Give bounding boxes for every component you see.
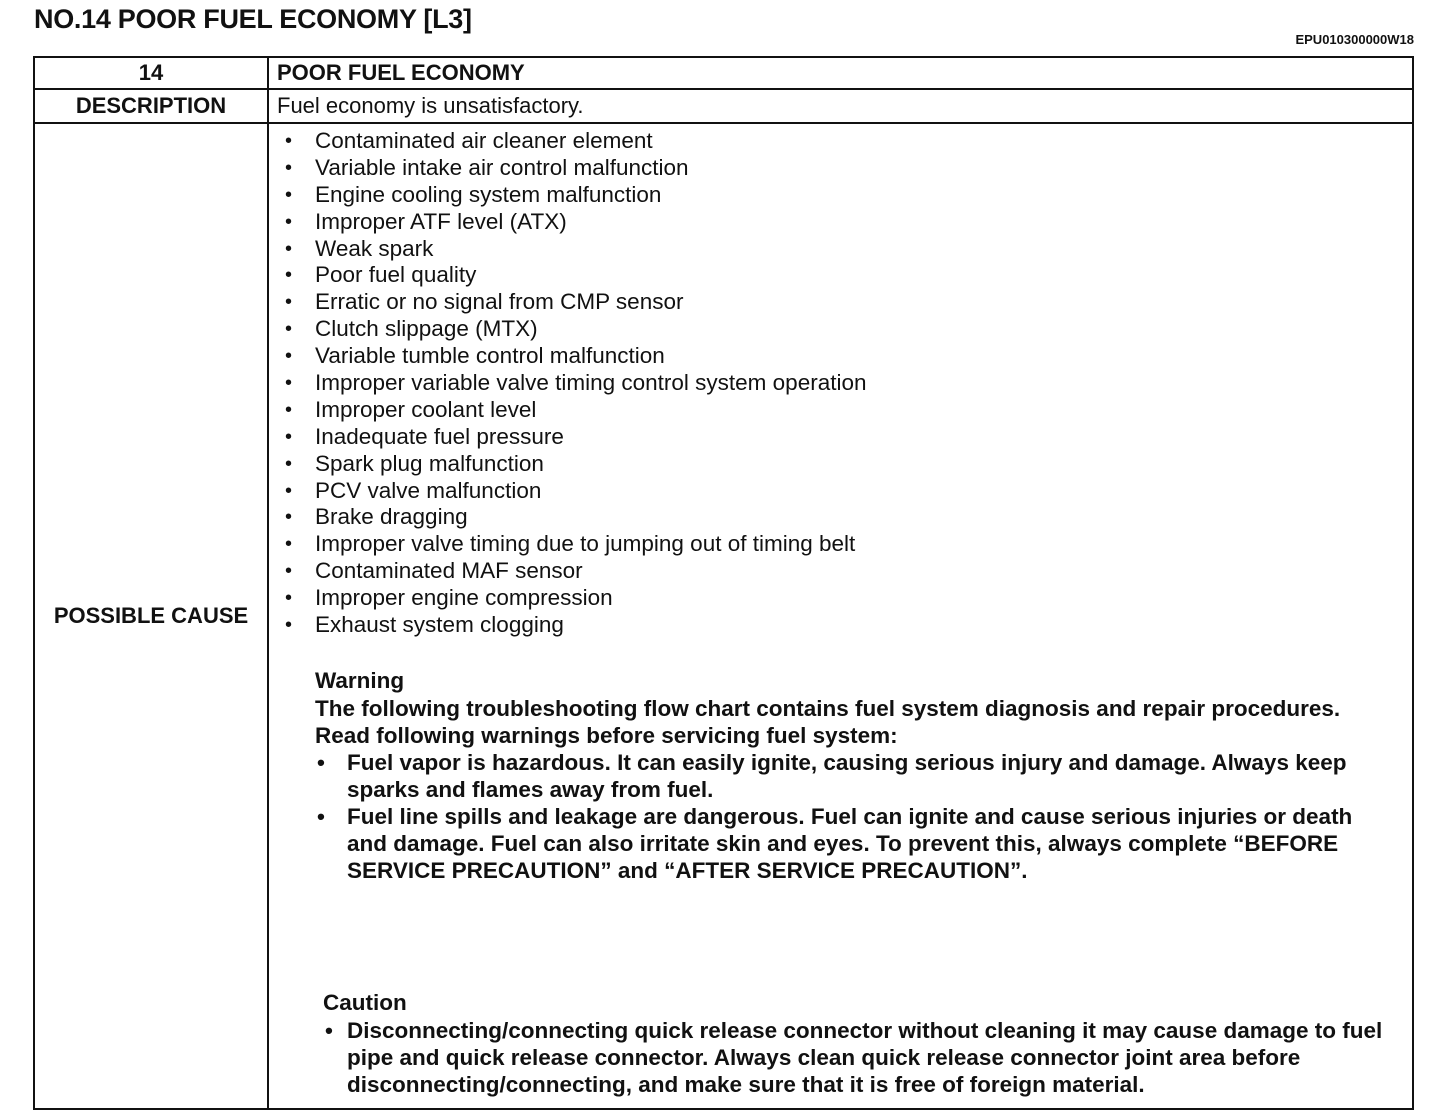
- caution-list: [323, 1017, 1412, 1098]
- caution-block: [323, 988, 1412, 1098]
- list-item: • Engine cooling system malfunction: [277, 182, 1412, 209]
- list-item: • Clutch slippage (MTX): [277, 316, 1412, 343]
- list-item: • Erratic or no signal from CMP sensor: [277, 289, 1412, 316]
- warning-block: [315, 666, 1412, 884]
- list-item: • Exhaust system clogging: [277, 612, 1412, 639]
- list-item: • Contaminated MAF sensor: [277, 558, 1412, 585]
- table-row-possible-cause: [34, 123, 1413, 1109]
- description-label: DESCRIPTION: [34, 89, 268, 123]
- list-item: • Contaminated air cleaner element: [277, 128, 1412, 155]
- list-item: • Spark plug malfunction: [277, 451, 1412, 478]
- warning-intro: The following troubleshooting flow chart contains fuel system diagnosis and repair procedures. Read following warnings before servicing fuel system:: [315, 695, 1341, 748]
- table-row-description: [34, 89, 1413, 123]
- list-item: • Weak spark: [277, 236, 1412, 263]
- list-item: • Improper valve timing due to jumping out of timing belt: [277, 531, 1412, 558]
- cause-list: [277, 128, 1412, 639]
- caution-heading: Caution: [323, 989, 407, 1015]
- warning-heading: Warning: [315, 667, 405, 693]
- possible-cause-label: POSSIBLE CAUSE: [34, 123, 268, 1109]
- list-item: • Improper coolant level: [277, 397, 1412, 424]
- symptom-title: POOR FUEL ECONOMY: [268, 57, 1413, 89]
- possible-cause-content: [268, 123, 1413, 1109]
- page-title: NO.14 POOR FUEL ECONOMY [L3]: [34, 4, 472, 34]
- list-item: • Improper engine compression: [277, 585, 1412, 612]
- warning-item: • Fuel vapor is hazardous. It can easily ignite, causing serious injury and damage. Always keep sparks and flames away from fuel.: [315, 749, 1392, 803]
- list-item: • Variable tumble control malfunction: [277, 343, 1412, 370]
- warning-item: • Fuel line spills and leakage are dangerous. Fuel can ignite and cause serious injuries or death and damage. Fuel can also irritate skin and eyes. To prevent this, always complete “BEFORE SERVICE PRECAUTION” and “AFTER SERVICE PRECAUTION”.: [315, 803, 1392, 884]
- warning-list: [315, 749, 1412, 884]
- table-row-number: [34, 57, 1413, 89]
- list-item: • Variable intake air control malfunction: [277, 155, 1412, 182]
- list-item: • Inadequate fuel pressure: [277, 424, 1412, 451]
- list-item: • Improper variable valve timing control system operation: [277, 370, 1412, 397]
- list-item: • Brake dragging: [277, 504, 1412, 531]
- caution-item: • Disconnecting/connecting quick release connector without cleaning it may cause damage to fuel pipe and quick release connector. Always clean quick release connector joint area before disconnecting/connecting, and make sure that it is free of foreign material.: [323, 1017, 1402, 1098]
- description-text: Fuel economy is unsatisfactory.: [268, 89, 1413, 123]
- document-code: EPU010300000W18: [1295, 32, 1414, 47]
- list-item: • Improper ATF level (ATX): [277, 209, 1412, 236]
- list-item: • Poor fuel quality: [277, 262, 1412, 289]
- symptom-number: 14: [34, 57, 268, 89]
- troubleshooting-table: [33, 56, 1414, 1110]
- list-item: • PCV valve malfunction: [277, 478, 1412, 505]
